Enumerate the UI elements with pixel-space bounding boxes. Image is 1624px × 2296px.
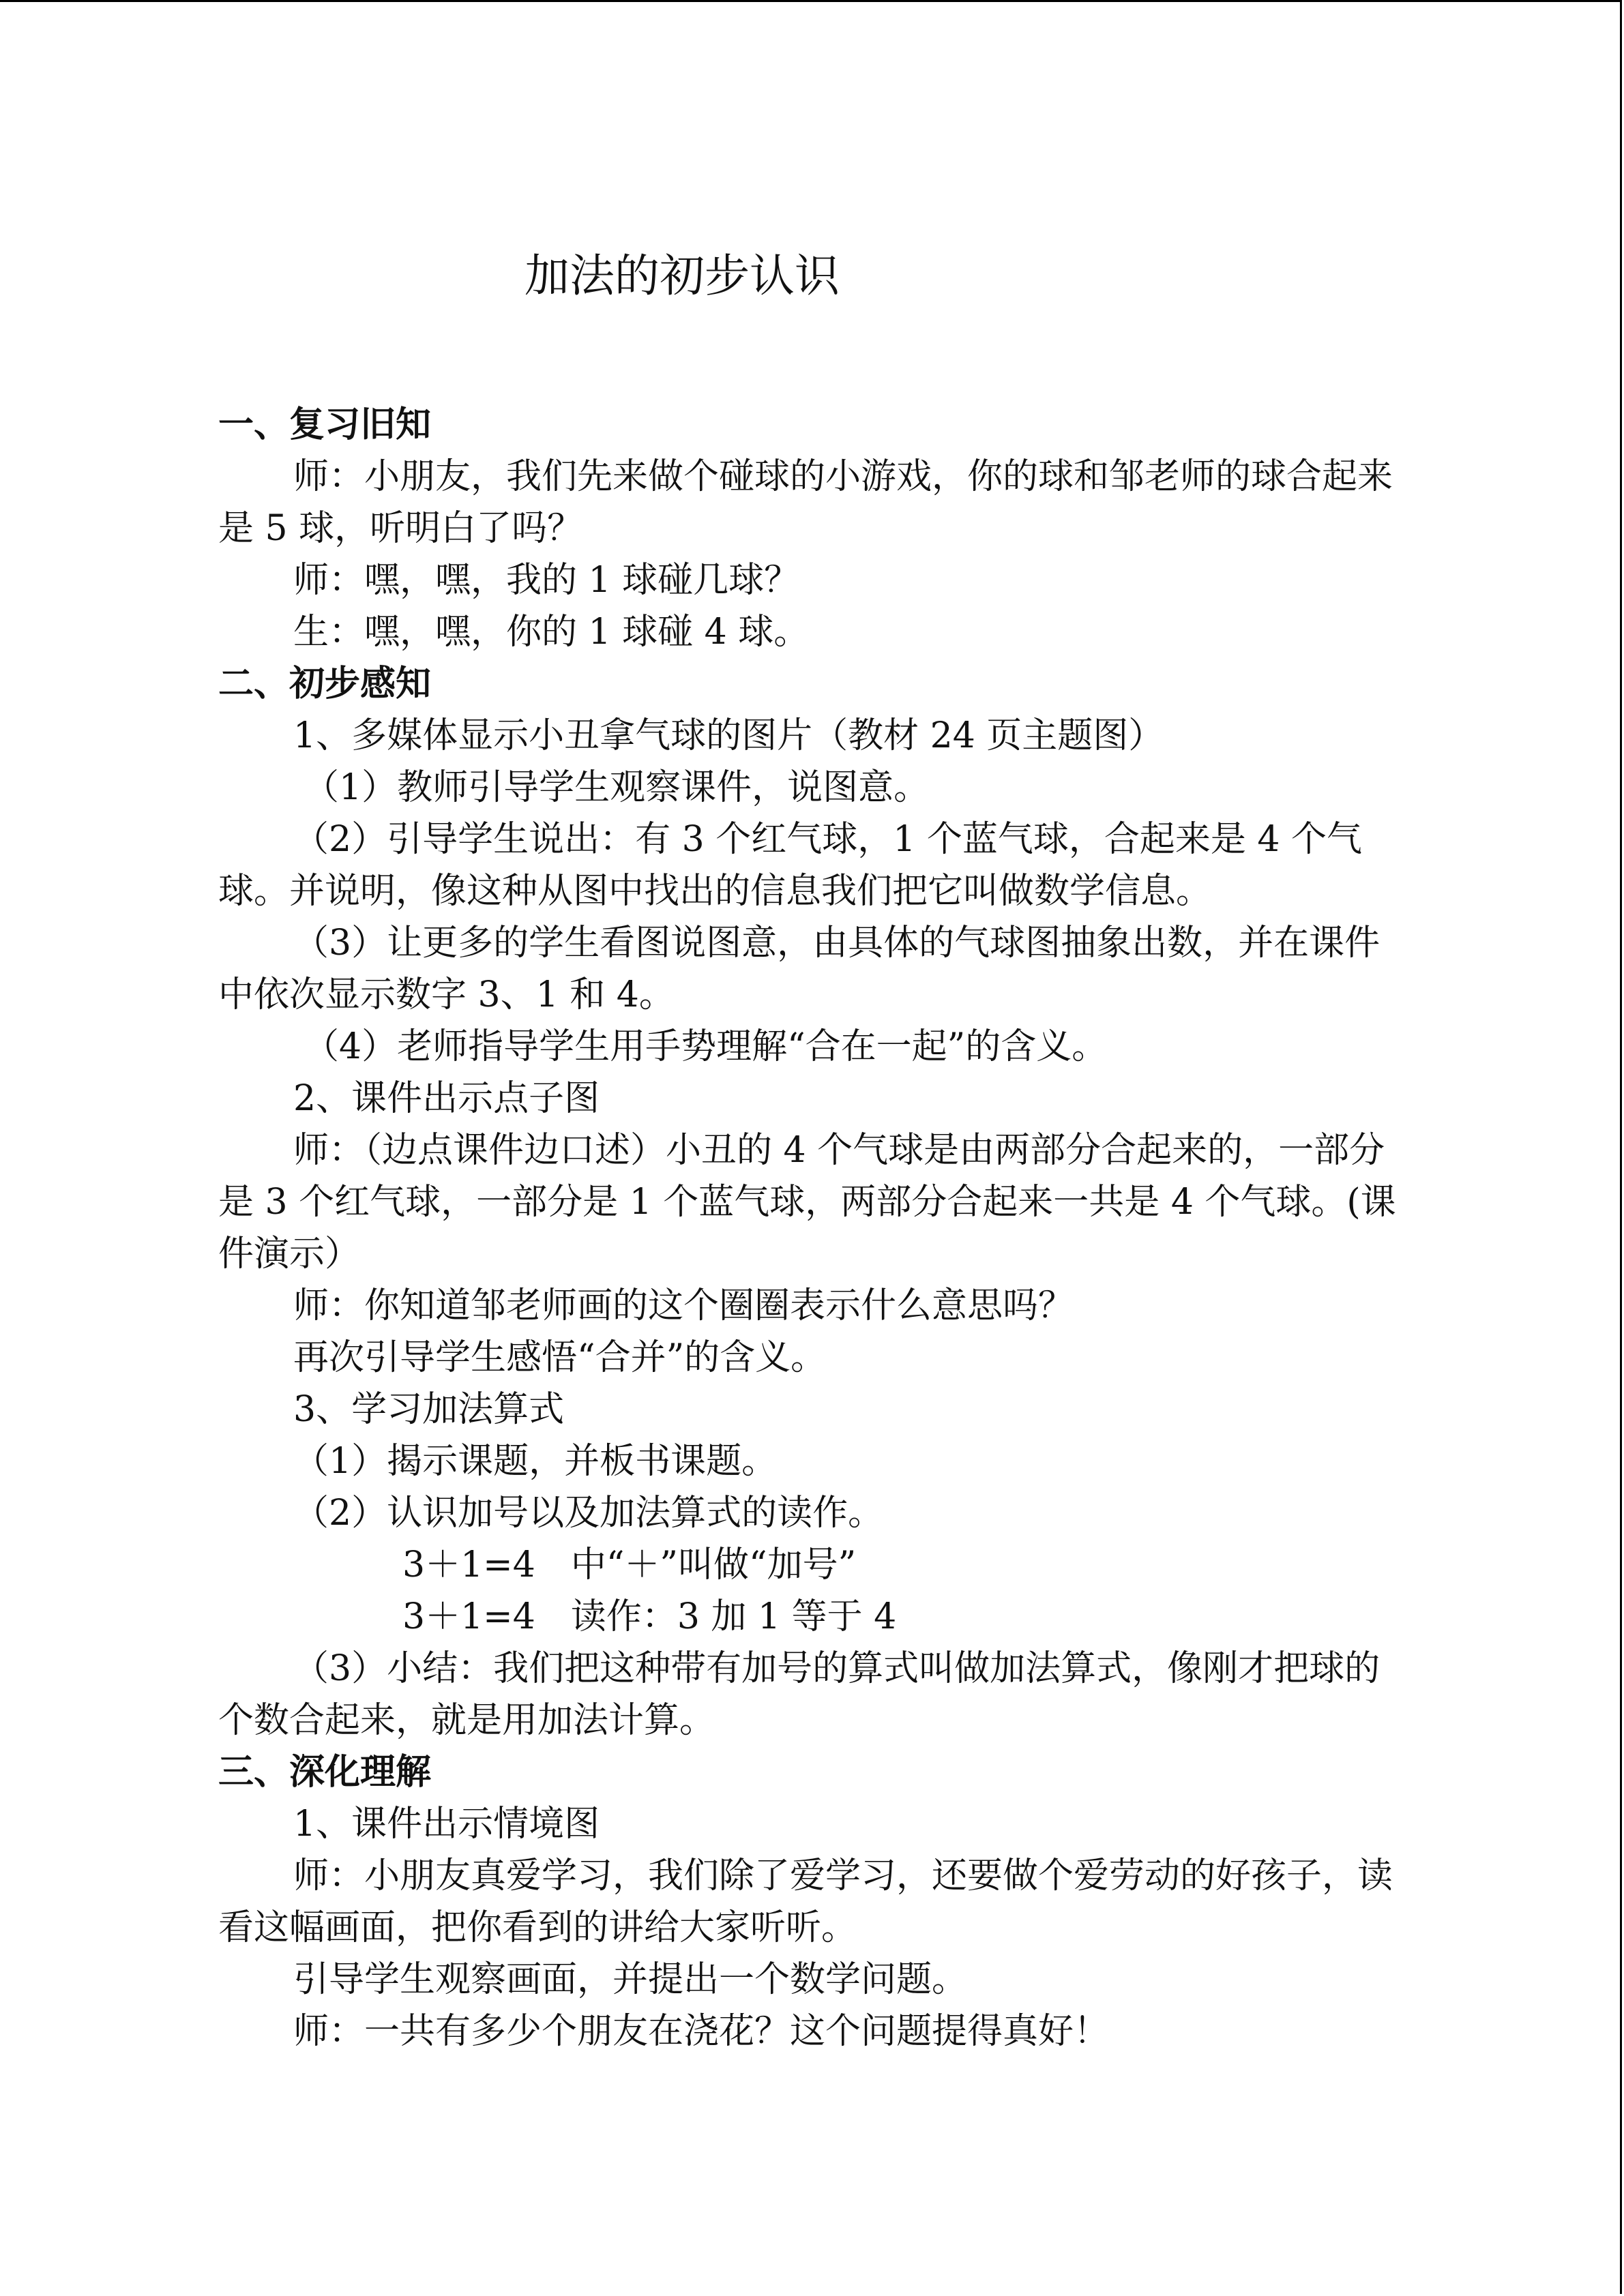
section-heading: 一、复习旧知 — [218, 404, 432, 445]
paragraph: 师：小朋友，我们先来做个碰球的小游戏，你的球和邹老师的球合起来是 5 球，听明白了吗？ — [218, 456, 1393, 549]
text-line: 1、课件出示情境图 — [293, 1804, 600, 1845]
paragraph: （3）小结：我们把这种带有加号的算式叫做加法算式，像刚才把球的个数合起来，就是用加法计算。 — [218, 1648, 1381, 1741]
text-line: 师：一共有多少个朋友在浇花？这个问题提得真好！ — [293, 2011, 1110, 2052]
paragraph: 师：（边点课件边口述）小丑的 4 个气球是由两部分合起来的，一部分是 3 个红气球，一部分是 1 个蓝气球，两部分合起来一共是 4 个气球。(课件演示） — [218, 1130, 1396, 1274]
text-line: 生：嘿，嘿，你的 1 球碰 4 球。 — [293, 612, 810, 653]
text-line: 师：嘿，嘿，我的 1 球碰几球？ — [293, 560, 800, 601]
document-body — [218, 399, 1405, 2057]
text-line: 师：你知道邹老师画的这个圈圈表示什么意思吗？ — [293, 1285, 1074, 1326]
sub-item: （1）揭示课题，并板书课题。 — [293, 1441, 778, 1482]
formula-line: 3＋1=4 中“＋”叫做“加号” — [402, 1545, 857, 1585]
paragraph: （2）引导学生说出：有 3 个红气球，1 个蓝气球，合起来是 4 个气球。并说明，像这种从图中找出的信息我们把它叫做数学信息。 — [218, 819, 1362, 912]
sub-item: （1）教师引导学生观察课件，说图意。 — [304, 767, 930, 808]
text-line: 2、课件出示点子图 — [293, 1078, 600, 1119]
sub-item: （2）认识加号以及加法算式的读作。 — [293, 1493, 884, 1534]
section-heading: 三、深化理解 — [218, 1752, 432, 1793]
formula-line: 3＋1=4 读作：3 加 1 等于 4 — [402, 1596, 897, 1637]
text-line: 1、多媒体显示小丑拿气球的图片（教材 24 页主题图） — [293, 715, 1164, 756]
sub-item: （4）老师指导学生用手势理解“合在一起”的含义。 — [304, 1026, 1108, 1067]
section-heading: 二、初步感知 — [218, 664, 432, 704]
paragraph: 师：小朋友真爱学习，我们除了爱学习，还要做个爱劳动的好孩子，读看这幅画面，把你看到的讲给大家听听。 — [218, 1855, 1393, 1948]
text-line: 3、学习加法算式 — [293, 1389, 565, 1430]
paragraph: （3）让更多的学生看图说图意，由具体的气球图抽象出数，并在课件中依次显示数字 3、1 和 4。 — [218, 923, 1381, 1015]
document-title: 加法的初步认识 — [525, 250, 840, 302]
text-line: 再次引导学生感悟“合并”的含义。 — [293, 1337, 827, 1378]
text-line: 引导学生观察画面，并提出一个数学问题。 — [293, 1959, 968, 2000]
